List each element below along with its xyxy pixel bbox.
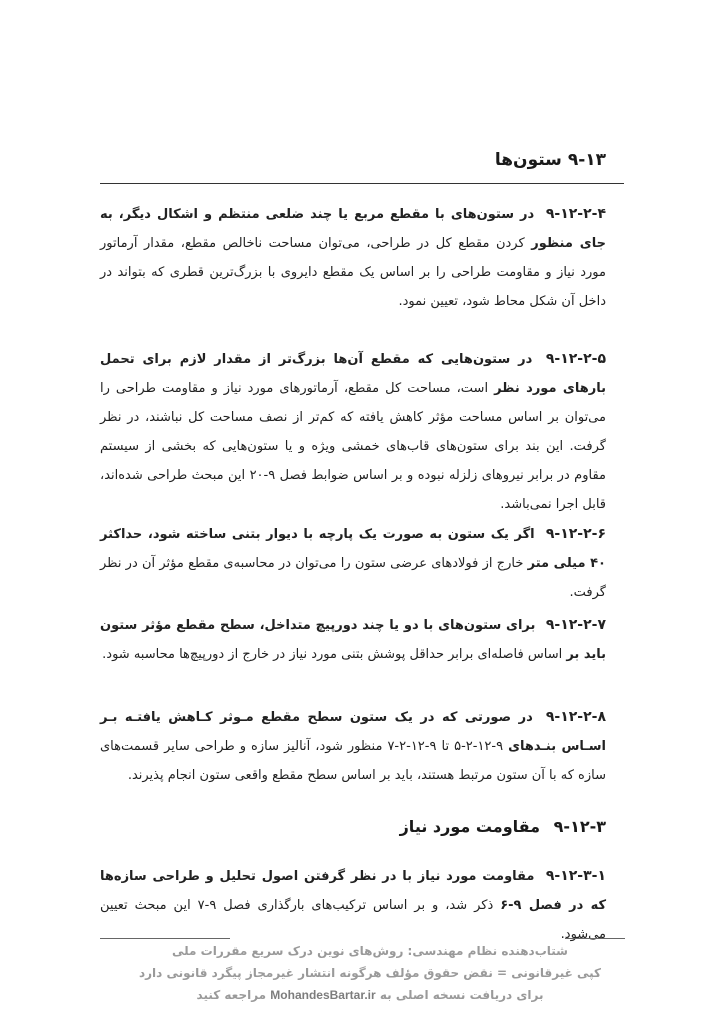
footer-divider-left [100,938,230,939]
paragraph-2 [100,345,606,519]
paragraph-number: ۹-۱۲-۲-۴ [545,206,606,222]
paragraph-body: ذکر شد، و بر اساس ترکیب‌های بارگذاری فصل ۹-۷ این مبحث تعیین می‌شود. [100,898,606,942]
watermark-site-link[interactable]: MohandesBartar.ir [270,988,376,1002]
subsection-paragraph [100,862,606,949]
paragraph-lead: در ستون‌های با مقطع مربع یا چند ضلعی منتظم و اشکال دیگر، به جای منظور [100,207,606,251]
paragraph-lead: در صورتی که در یک ستون سطح مقطع مـوثر کـاهش یافتـه بـر اسـاس بنـدهای [100,710,606,754]
paragraph-body: خارج از فولادهای عرضی ستون را می‌توان در محاسبه‌ی مقطع مؤثر آن در نظر گرفت. [100,556,606,600]
paragraph-body: اساس فاصله‌ای برابر حداقل پوشش بتنی مورد نیاز در خارج از دورپیچ‌ها محاسبه شود. [102,647,563,662]
paragraph-4 [100,611,606,669]
watermark-line-2: کپی غیرقانونی = نقض حقوق مؤلف هرگونه انتشار غیرمجاز پیگرد قانونی دارد [138,966,602,980]
paragraph-number: ۹-۱۲-۲-۷ [545,617,607,633]
paragraph-number: ۹-۱۲-۳-۱ [545,868,606,884]
subsection-title: مقاومت مورد نیاز [399,817,541,836]
paragraph-number: ۹-۱۲-۲-۸ [545,709,606,725]
paragraph-body: است، مساحت کل مقطع، آرماتورهای مورد نیاز و مقاومت طراحی را می‌توان بر اساس مساحت مؤثر کاهش یافته که کم‌تر از نصف مساحت کل نباشند، در نظر گرفت. این بند برای ستون‌های قاب‌های خمشی ویژه و یا ستون‌هایی که بخشی از سیستم مقاوم در برابر نیروهای زلزله نبوده و بر اساس ضوابط فصل ۹-۲۰ این مبحث طراحی شده‌اند، قابل اجرا نمی‌باشد. [100,381,606,512]
paragraph-lead: برای ستون‌های با دو یا چند دورپیچ متداخل، سطح مقطع مؤثر ستون باید بر [100,618,606,662]
subsection-heading [400,817,606,836]
paragraph-number: ۹-۱۲-۲-۶ [545,526,606,542]
paragraph-lead: مقاومت مورد نیاز با در نظر گرفتن اصول تحلیل و طراحی سازه‌ها که در فصل ۹-۶ [100,869,607,913]
watermark-prefix: برای دریافت نسخه اصلی به [379,988,544,1002]
subsection-number: ۹-۱۲-۳ [553,817,606,836]
section-title: ستون‌ها [494,150,562,170]
footer-divider-right [565,938,625,939]
paragraph-3 [100,520,606,607]
watermark-line-1: شتاب‌دهنده نظام مهندسی: روش‌های نوین درک سریع مقررات ملی [172,944,568,958]
paragraph-lead: در ستون‌هایی که مقطع آن‌ها بزرگ‌تر از مقدار لازم برای تحمل بارهای مورد نظر [100,352,606,396]
paragraph-1 [100,200,606,316]
section-number: ۹-۱۳ [567,150,606,170]
header-divider [100,183,624,184]
watermark-line-3 [110,988,630,1002]
paragraph-number: ۹-۱۲-۲-۵ [545,351,606,367]
paragraph-body: ۹-۱۲-۲-۵ تا ۹-۱۲-۲-۷ منظور شود، آنالیز سازه و طراحی سایر قسمت‌های سازه که با آن ستون مرتبط هستند، باید بر اساس سطح مقطع واقعی ستون انجام پذیرند. [100,739,606,783]
section-header [495,150,606,170]
paragraph-lead: اگر یک ستون به صورت یک پارچه با دیوار بتنی ساخته شود، حداکثر ۴۰ میلی متر [100,527,606,571]
paragraph-body: کردن مقطع کل در طراحی، می‌توان مساحت ناخالص مقطع، مقدار آرماتور مورد نیاز و مقاومت طراحی را بر اساس یک مقطع دایروی با بزرگ‌ترین قطری که بتواند در داخل آن شکل محاط شود، تعیین نمود. [100,236,606,309]
paragraph-5 [100,703,606,790]
watermark-suffix: مراجعه کنید [196,988,267,1002]
